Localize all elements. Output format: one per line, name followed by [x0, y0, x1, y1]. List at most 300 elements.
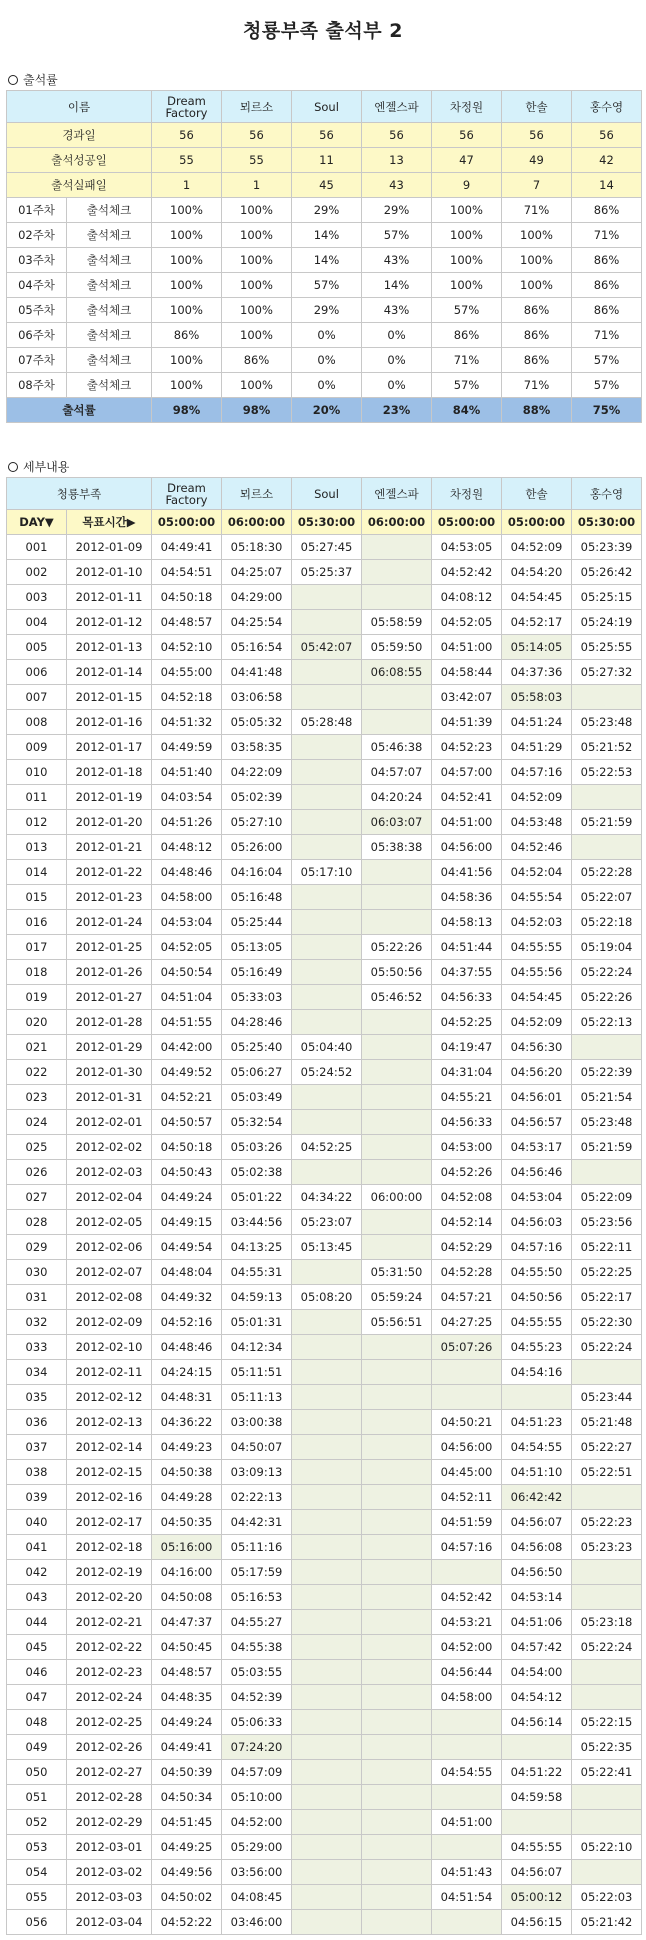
check-in-time-cell: 05:29:00	[222, 1835, 292, 1860]
week-rate-cell: 57%	[432, 373, 502, 398]
check-in-time-cell: 05:13:05	[222, 935, 292, 960]
check-in-time-cell	[362, 1910, 432, 1935]
date-cell: 2012-02-09	[67, 1310, 152, 1335]
check-in-time-cell: 07:24:20	[222, 1735, 292, 1760]
week-rate-cell: 100%	[222, 198, 292, 223]
check-in-time-cell: 05:11:16	[222, 1535, 292, 1560]
check-in-time-cell: 04:51:45	[152, 1810, 222, 1835]
check-in-time-cell: 04:52:05	[152, 935, 222, 960]
check-in-time-cell: 04:51:04	[152, 985, 222, 1010]
stat-cell: 11	[292, 148, 362, 173]
check-in-time-cell: 06:03:07	[362, 810, 432, 835]
check-in-time-cell: 05:22:35	[572, 1735, 642, 1760]
day-number: 044	[7, 1610, 67, 1635]
check-label: 출석체크	[67, 198, 152, 223]
week-rate-cell: 57%	[572, 348, 642, 373]
week-row	[7, 298, 642, 323]
day-number: 047	[7, 1685, 67, 1710]
check-in-time-cell: 03:09:13	[222, 1460, 292, 1485]
week-rate-cell: 57%	[572, 373, 642, 398]
row-label: 경과일	[7, 123, 152, 148]
check-in-time-cell: 05:02:38	[222, 1160, 292, 1185]
check-in-time-cell: 04:51:29	[502, 735, 572, 760]
check-in-time-cell: 05:58:59	[362, 610, 432, 635]
member-header: 차정원	[432, 478, 502, 510]
check-in-time-cell: 04:50:02	[152, 1885, 222, 1910]
check-in-time-cell: 05:23:07	[292, 1210, 362, 1235]
day-number: 004	[7, 610, 67, 635]
stat-cell: 47	[432, 148, 502, 173]
date-cell: 2012-01-17	[67, 735, 152, 760]
check-in-time-cell: 06:42:42	[502, 1485, 572, 1510]
check-in-time-cell: 05:21:48	[572, 1410, 642, 1435]
check-in-time-cell: 05:58:03	[502, 685, 572, 710]
check-in-time-cell	[362, 685, 432, 710]
member-header: 엔젤스파	[362, 478, 432, 510]
attendance-rate-table	[6, 90, 642, 423]
check-in-time-cell: 04:55:54	[502, 885, 572, 910]
check-in-time-cell: 05:02:39	[222, 785, 292, 810]
target-time-cell: 06:00:00	[362, 510, 432, 535]
date-cell: 2012-02-01	[67, 1110, 152, 1135]
check-in-time-cell	[572, 685, 642, 710]
check-in-time-cell: 04:51:59	[432, 1510, 502, 1535]
check-in-time-cell	[572, 1660, 642, 1685]
date-cell: 2012-01-31	[67, 1085, 152, 1110]
check-in-time-cell: 04:25:54	[222, 610, 292, 635]
check-in-time-cell: 05:22:25	[572, 1260, 642, 1285]
check-in-time-cell: 05:16:53	[222, 1585, 292, 1610]
week-rate-cell: 86%	[502, 298, 572, 323]
day-row	[7, 535, 642, 560]
check-in-time-cell: 04:53:00	[432, 1135, 502, 1160]
check-in-time-cell: 04:55:50	[502, 1260, 572, 1285]
week-rate-cell: 29%	[292, 298, 362, 323]
check-in-time-cell: 04:49:24	[152, 1710, 222, 1735]
week-rate-cell: 86%	[572, 273, 642, 298]
check-in-time-cell: 05:21:54	[572, 1085, 642, 1110]
check-in-time-cell: 04:49:24	[152, 1185, 222, 1210]
check-in-time-cell: 04:51:43	[432, 1860, 502, 1885]
check-in-time-cell: 06:00:00	[362, 1185, 432, 1210]
date-cell: 2012-02-29	[67, 1810, 152, 1835]
total-rate-cell: 23%	[362, 398, 432, 423]
check-in-time-cell: 04:54:00	[502, 1660, 572, 1685]
check-in-time-cell: 03:06:58	[222, 685, 292, 710]
date-cell: 2012-02-22	[67, 1635, 152, 1660]
day-number: 045	[7, 1635, 67, 1660]
check-in-time-cell: 04:25:07	[222, 560, 292, 585]
day-row	[7, 760, 642, 785]
check-in-time-cell: 04:54:16	[502, 1360, 572, 1385]
total-label: 출석률	[7, 398, 152, 423]
detail-table	[6, 477, 642, 1935]
date-cell: 2012-03-01	[67, 1835, 152, 1860]
check-in-time-cell: 04:58:36	[432, 885, 502, 910]
check-in-time-cell	[432, 1385, 502, 1410]
check-in-time-cell: 02:22:13	[222, 1485, 292, 1510]
check-in-time-cell: 04:52:29	[432, 1235, 502, 1260]
check-label: 출석체크	[67, 348, 152, 373]
check-in-time-cell: 04:41:48	[222, 660, 292, 685]
check-in-time-cell: 04:52:00	[432, 1635, 502, 1660]
week-rate-cell: 86%	[502, 348, 572, 373]
check-in-time-cell: 04:57:21	[432, 1285, 502, 1310]
check-in-time-cell: 04:52:16	[152, 1310, 222, 1335]
fail-row	[7, 173, 642, 198]
check-in-time-cell: 04:56:57	[502, 1110, 572, 1135]
day-number: 009	[7, 735, 67, 760]
check-in-time-cell	[362, 535, 432, 560]
check-in-time-cell: 04:58:13	[432, 910, 502, 935]
day-number: 042	[7, 1560, 67, 1585]
check-in-time-cell: 04:12:34	[222, 1335, 292, 1360]
week-rate-cell: 29%	[362, 198, 432, 223]
check-in-time-cell	[292, 1585, 362, 1610]
stat-cell: 43	[362, 173, 432, 198]
week-rate-cell: 71%	[572, 323, 642, 348]
check-in-time-cell	[292, 1435, 362, 1460]
check-in-time-cell	[362, 1485, 432, 1510]
check-in-time-cell	[292, 1660, 362, 1685]
day-number: 041	[7, 1535, 67, 1560]
stat-cell: 56	[152, 123, 222, 148]
check-in-time-cell: 05:23:39	[572, 535, 642, 560]
day-row	[7, 1760, 642, 1785]
check-in-time-cell: 05:26:00	[222, 835, 292, 860]
check-in-time-cell: 04:52:03	[502, 910, 572, 935]
check-in-time-cell	[362, 710, 432, 735]
check-in-time-cell: 05:22:09	[572, 1185, 642, 1210]
check-in-time-cell	[292, 1635, 362, 1660]
check-in-time-cell: 06:08:55	[362, 660, 432, 685]
day-row	[7, 1685, 642, 1710]
check-in-time-cell: 05:22:07	[572, 885, 642, 910]
day-row	[7, 1835, 642, 1860]
check-in-time-cell: 04:24:15	[152, 1360, 222, 1385]
check-label: 출석체크	[67, 373, 152, 398]
week-rate-cell: 100%	[432, 223, 502, 248]
member-header: Soul	[292, 91, 362, 123]
check-in-time-cell	[292, 935, 362, 960]
check-in-time-cell: 04:57:09	[222, 1760, 292, 1785]
check-in-time-cell: 05:22:24	[572, 1635, 642, 1660]
day-number: 038	[7, 1460, 67, 1485]
date-cell: 2012-01-19	[67, 785, 152, 810]
check-in-time-cell	[292, 1810, 362, 1835]
member-header: Dream Factory	[152, 478, 222, 510]
day-number: 034	[7, 1360, 67, 1385]
day-number: 049	[7, 1735, 67, 1760]
date-cell: 2012-01-26	[67, 960, 152, 985]
check-in-time-cell: 04:31:04	[432, 1060, 502, 1085]
week-rate-cell: 100%	[152, 373, 222, 398]
day-number: 048	[7, 1710, 67, 1735]
check-in-time-cell: 05:25:44	[222, 910, 292, 935]
day-number: 001	[7, 535, 67, 560]
check-in-time-cell	[292, 1610, 362, 1635]
check-in-time-cell	[292, 760, 362, 785]
name-header: 이름	[7, 91, 152, 123]
check-in-time-cell: 05:22:13	[572, 1010, 642, 1035]
check-in-time-cell	[292, 685, 362, 710]
day-number: 033	[7, 1335, 67, 1360]
check-in-time-cell: 05:21:59	[572, 1135, 642, 1160]
check-in-time-cell	[362, 1010, 432, 1035]
week-rate-cell: 100%	[502, 273, 572, 298]
check-in-time-cell: 04:48:46	[152, 1335, 222, 1360]
week-rate-cell: 100%	[152, 198, 222, 223]
check-in-time-cell: 05:01:22	[222, 1185, 292, 1210]
check-in-time-cell	[292, 1360, 362, 1385]
week-row	[7, 198, 642, 223]
check-in-time-cell: 05:22:11	[572, 1235, 642, 1260]
check-in-time-cell: 05:24:52	[292, 1060, 362, 1085]
check-in-time-cell	[362, 1210, 432, 1235]
week-rate-cell: 86%	[152, 323, 222, 348]
check-in-time-cell: 05:23:18	[572, 1610, 642, 1635]
check-in-time-cell	[362, 1060, 432, 1085]
day-row	[7, 810, 642, 835]
day-row	[7, 1285, 642, 1310]
day-row	[7, 1310, 642, 1335]
row-label: 출석실패일	[7, 173, 152, 198]
check-in-time-cell	[362, 1235, 432, 1260]
check-in-time-cell: 04:51:00	[432, 810, 502, 835]
date-cell: 2012-02-23	[67, 1660, 152, 1685]
check-in-time-cell: 04:29:00	[222, 585, 292, 610]
check-in-time-cell: 04:53:14	[502, 1585, 572, 1610]
week-label: 05주차	[7, 298, 67, 323]
day-number: 030	[7, 1260, 67, 1285]
check-in-time-cell	[572, 1485, 642, 1510]
check-in-time-cell	[362, 1835, 432, 1860]
week-label: 07주차	[7, 348, 67, 373]
date-cell: 2012-02-27	[67, 1760, 152, 1785]
check-in-time-cell: 05:50:56	[362, 960, 432, 985]
check-in-time-cell: 04:55:38	[222, 1635, 292, 1660]
check-in-time-cell: 04:50:35	[152, 1510, 222, 1535]
day-number: 018	[7, 960, 67, 985]
check-in-time-cell: 04:50:45	[152, 1635, 222, 1660]
stat-cell: 1	[222, 173, 292, 198]
check-in-time-cell	[292, 785, 362, 810]
check-in-time-cell	[292, 1685, 362, 1710]
check-in-time-cell	[432, 1560, 502, 1585]
check-label: 출석체크	[67, 223, 152, 248]
day-row	[7, 710, 642, 735]
check-in-time-cell: 05:16:54	[222, 635, 292, 660]
check-in-time-cell: 05:38:38	[362, 835, 432, 860]
check-in-time-cell: 04:52:21	[152, 1085, 222, 1110]
check-in-time-cell: 04:50:18	[152, 1135, 222, 1160]
check-in-time-cell	[572, 1810, 642, 1835]
total-rate-cell: 88%	[502, 398, 572, 423]
check-in-time-cell: 04:49:54	[152, 1235, 222, 1260]
check-in-time-cell: 05:31:50	[362, 1260, 432, 1285]
check-in-time-cell: 05:23:48	[572, 710, 642, 735]
success-row	[7, 148, 642, 173]
check-in-time-cell: 05:23:56	[572, 1210, 642, 1235]
week-label: 01주차	[7, 198, 67, 223]
date-cell: 2012-01-15	[67, 685, 152, 710]
day-number: 052	[7, 1810, 67, 1835]
date-cell: 2012-02-17	[67, 1510, 152, 1535]
check-in-time-cell: 04:52:14	[432, 1210, 502, 1235]
week-rate-cell: 100%	[222, 248, 292, 273]
week-rate-cell: 0%	[292, 323, 362, 348]
check-in-time-cell: 05:06:33	[222, 1710, 292, 1735]
check-in-time-cell: 04:52:25	[432, 1010, 502, 1035]
check-in-time-cell: 05:24:19	[572, 610, 642, 635]
day-row	[7, 935, 642, 960]
target-time-cell: 06:00:00	[222, 510, 292, 535]
check-in-time-cell: 04:51:54	[432, 1885, 502, 1910]
day-number: 040	[7, 1510, 67, 1535]
date-cell: 2012-01-09	[67, 535, 152, 560]
day-number: 008	[7, 710, 67, 735]
check-in-time-cell: 05:08:20	[292, 1285, 362, 1310]
check-label: 출석체크	[67, 273, 152, 298]
check-in-time-cell: 04:28:46	[222, 1010, 292, 1035]
check-in-time-cell: 05:25:37	[292, 560, 362, 585]
stat-cell: 55	[152, 148, 222, 173]
check-in-time-cell: 05:27:10	[222, 810, 292, 835]
check-in-time-cell	[362, 1360, 432, 1385]
check-in-time-cell: 04:50:38	[152, 1460, 222, 1485]
check-in-time-cell: 04:50:21	[432, 1410, 502, 1435]
total-rate-cell: 98%	[222, 398, 292, 423]
date-cell: 2012-03-04	[67, 1910, 152, 1935]
check-in-time-cell: 03:46:00	[222, 1910, 292, 1935]
date-cell: 2012-02-03	[67, 1160, 152, 1185]
check-in-time-cell	[572, 835, 642, 860]
day-number: 002	[7, 560, 67, 585]
day-number: 027	[7, 1185, 67, 1210]
day-row	[7, 960, 642, 985]
check-in-time-cell	[362, 1660, 432, 1685]
check-in-time-cell: 04:49:28	[152, 1485, 222, 1510]
total-rate-cell: 20%	[292, 398, 362, 423]
circle-bullet-icon	[8, 462, 18, 472]
check-in-time-cell	[362, 1135, 432, 1160]
day-number: 024	[7, 1110, 67, 1135]
check-in-time-cell: 04:49:32	[152, 1285, 222, 1310]
date-cell: 2012-02-04	[67, 1185, 152, 1210]
detail-header-row	[7, 478, 642, 510]
date-cell: 2012-01-20	[67, 810, 152, 835]
check-in-time-cell	[292, 1385, 362, 1410]
day-row	[7, 1110, 642, 1135]
date-cell: 2012-01-10	[67, 560, 152, 585]
day-row	[7, 785, 642, 810]
check-in-time-cell: 04:53:05	[432, 535, 502, 560]
day-number: 012	[7, 810, 67, 835]
check-in-time-cell: 04:36:22	[152, 1410, 222, 1435]
page-title: 청룡부족 출석부 2	[243, 20, 403, 42]
check-in-time-cell: 04:57:16	[502, 1235, 572, 1260]
check-in-time-cell	[292, 1310, 362, 1335]
check-in-time-cell	[292, 1510, 362, 1535]
date-cell: 2012-01-22	[67, 860, 152, 885]
check-in-time-cell: 05:23:23	[572, 1535, 642, 1560]
check-in-time-cell: 04:37:36	[502, 660, 572, 685]
day-row	[7, 1885, 642, 1910]
check-in-time-cell: 05:21:52	[572, 735, 642, 760]
week-rate-cell: 43%	[362, 248, 432, 273]
member-header: 뫼르소	[222, 91, 292, 123]
check-in-time-cell: 05:28:48	[292, 710, 362, 735]
stat-cell: 7	[502, 173, 572, 198]
check-label: 출석체크	[67, 323, 152, 348]
check-in-time-cell: 04:51:06	[502, 1610, 572, 1635]
day-row	[7, 1260, 642, 1285]
date-cell: 2012-02-25	[67, 1710, 152, 1735]
check-in-time-cell: 04:56:44	[432, 1660, 502, 1685]
check-in-time-cell	[572, 1785, 642, 1810]
date-cell: 2012-02-05	[67, 1210, 152, 1235]
check-in-time-cell: 04:42:31	[222, 1510, 292, 1535]
day-number: 031	[7, 1285, 67, 1310]
check-in-time-cell	[572, 785, 642, 810]
stat-cell: 14	[572, 173, 642, 198]
check-in-time-cell: 05:23:48	[572, 1110, 642, 1135]
date-cell: 2012-01-11	[67, 585, 152, 610]
check-in-time-cell: 04:50:08	[152, 1585, 222, 1610]
check-in-time-cell	[292, 910, 362, 935]
check-in-time-cell: 04:52:09	[502, 1010, 572, 1035]
check-in-time-cell: 04:55:55	[502, 1310, 572, 1335]
member-header: 뫼르소	[222, 478, 292, 510]
date-cell: 2012-01-29	[67, 1035, 152, 1060]
check-in-time-cell: 05:56:51	[362, 1310, 432, 1335]
check-in-time-cell: 05:16:49	[222, 960, 292, 985]
week-rate-cell: 57%	[292, 273, 362, 298]
day-row	[7, 660, 642, 685]
elapsed-row	[7, 123, 642, 148]
check-in-time-cell: 03:00:38	[222, 1410, 292, 1435]
check-in-time-cell	[292, 735, 362, 760]
date-cell: 2012-02-13	[67, 1410, 152, 1435]
date-cell: 2012-02-06	[67, 1235, 152, 1260]
target-time-cell: 05:30:00	[572, 510, 642, 535]
day-row	[7, 885, 642, 910]
week-label: 02주차	[7, 223, 67, 248]
check-in-time-cell: 03:44:56	[222, 1210, 292, 1235]
week-rate-cell: 71%	[502, 198, 572, 223]
check-in-time-cell: 05:22:41	[572, 1760, 642, 1785]
check-in-time-cell: 04:51:22	[502, 1760, 572, 1785]
date-cell: 2012-02-16	[67, 1485, 152, 1510]
check-in-time-cell: 04:49:41	[152, 1735, 222, 1760]
day-number: 032	[7, 1310, 67, 1335]
date-cell: 2012-02-11	[67, 1360, 152, 1385]
week-label: 06주차	[7, 323, 67, 348]
day-row	[7, 1710, 642, 1735]
check-in-time-cell: 04:51:40	[152, 760, 222, 785]
check-in-time-cell	[292, 835, 362, 860]
check-label: 출석체크	[67, 248, 152, 273]
detail-heading-label: 세부내용	[23, 460, 70, 474]
detail-heading	[0, 457, 646, 477]
check-in-time-cell: 04:49:23	[152, 1435, 222, 1460]
week-rate-cell: 0%	[292, 348, 362, 373]
day-number: 016	[7, 910, 67, 935]
check-in-time-cell: 04:49:56	[152, 1860, 222, 1885]
check-in-time-cell	[362, 1385, 432, 1410]
week-rate-cell: 100%	[222, 298, 292, 323]
check-in-time-cell: 04:57:07	[362, 760, 432, 785]
